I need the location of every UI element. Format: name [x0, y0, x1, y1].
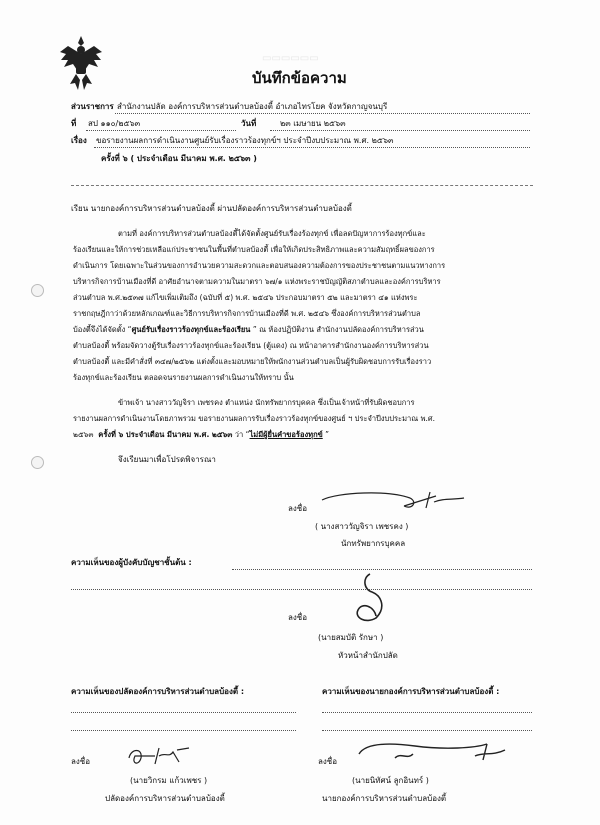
signer3-sign-label: ลงชื่อ — [71, 757, 91, 766]
para1-line5: ส่วนตำบล พ.ศ.๒๕๓๗ แก้ไขเพิ่มเติมถึง (ฉบับที่ ๕) พ.ศ. ๒๕๔๖ ประกอบมาตรา ๕๒ และมาตรา ๔๑ แห่งพระ — [73, 293, 418, 302]
signer1-signature — [318, 488, 468, 514]
punch-hole-bottom — [31, 456, 44, 469]
subject-line2: ครั้งที่ ๖ ( ประจำเดือน มีนาคม พ.ศ. ๒๕๖๓ ) — [101, 154, 257, 163]
subject-label: เรื่อง — [71, 136, 87, 145]
para1-line1: ตามที่ องค์การบริหารส่วนตำบลบ้องตี้ได้จัดตั้งศูนย์รับเรื่องร้องทุกข์ เพื่อลดปัญหาการร้องทุกข์และ — [118, 229, 426, 238]
signer3-name: (นายวิกรม แก้วเพชร ) — [130, 776, 208, 785]
dept-value: สำนักงานปลัด องค์การบริหารส่วนตำบลบ้องตี้ อำเภอไทรโยค จังหวัดกาญจนบุรี — [117, 102, 388, 111]
para1-line10: ร้องทุกข์และร้องเรียน ตลอดจนรายงานผลการดำเนินงานให้ทราบ นั้น — [73, 373, 294, 382]
closing-text: จึงเรียนมาเพื่อโปรดพิจารณา — [118, 455, 216, 464]
report-result: ไม่มีผู้ยื่นคำขอร้องทุกข์ — [249, 430, 323, 439]
date-label: วันที่ — [241, 119, 257, 128]
para2-line2: รายงานผลการดำเนินงานโดยภาพรวม ขอรายงานผลการรับเรื่องราวร้องทุกข์ของศูนย์ ฯ ประจำปีงบประมาณ พ.ศ. — [73, 414, 436, 423]
signer4-name: (นายนิทัศน์ ลูกอินทร์ ) — [352, 776, 429, 785]
para1-line9: ตำบลบ้องตี้ และมีคำสั่งที่ ๓๔๗/๒๕๖๒ แต่งตั้งและมอบหมายให้พนักงานส่วนตำบลเป็นผู้รับผิดชอบการรับเรื่องราว — [73, 357, 432, 366]
signer1-name: ( นางสาววัญจิรา เพชรคง ) — [315, 522, 409, 531]
opinion2-dotline-1 — [71, 712, 296, 713]
opinion1-dotline-2 — [71, 589, 532, 590]
watermark-stamp: ▭▭▭▭▭▭ — [262, 53, 319, 64]
para1-line3: ดำเนินการ โดยเฉพาะในส่วนของการอำนวยความสะดวกและตอบสนองความต้องการของประชาชนตามแนวทางการ — [73, 261, 446, 270]
signer4-sign-label: ลงชื่อ — [318, 757, 338, 766]
memo-title: บันทึกข้อความ — [252, 69, 347, 87]
complaint-center-name: ศูนย์รับเรื่องราวร้องทุกข์และร้องเรียน — [131, 325, 251, 334]
ref-dotline — [86, 130, 236, 131]
date-dotline — [270, 130, 530, 131]
signer4-position: นายกองค์การบริหารส่วนตำบลบ้องตี้ — [322, 794, 447, 803]
opinion2-dotline-2 — [71, 730, 296, 731]
signer4-signature — [355, 738, 510, 766]
signer3-signature — [125, 744, 195, 768]
para2-line1: ข้าพเจ้า นางสาววัญจิรา เพชรคง ตำแหน่ง นักทรัพยากรบุคคล ซึ่งเป็นเจ้าหน้าที่รับผิดชอบการ — [118, 398, 415, 407]
subject-dotline — [94, 147, 530, 148]
ref-value: สป ๑๑๐/๒๕๖๓ — [88, 119, 141, 128]
para1-line6: ราชกฤษฎีกาว่าด้วยหลักเกณฑ์และวิธีการบริหารกิจการบ้านเมืองที่ดี พ.ศ. ๒๕๔๖ ซึ่งองค์การบริหารส่วนตำบล — [73, 309, 421, 318]
report-period: ครั้งที่ ๖ ประจำเดือน มีนาคม พ.ศ. ๒๕๖๓ — [98, 430, 233, 439]
signer1-sign-label: ลงชื่อ — [288, 504, 308, 513]
opinion3-dotline-1 — [322, 712, 532, 713]
para1-line7-pre: บ้องตี้จึงได้จัดตั้ง “ — [73, 325, 132, 334]
date-value: ๒๓ เมษายน ๒๕๖๓ — [280, 119, 346, 128]
opinion3-label: ความเห็นของนายกองค์การบริหารส่วนตำบลบ้องตี้ : — [322, 687, 500, 696]
para2-line3-end: ” — [322, 430, 330, 439]
para1-line7 — [73, 324, 424, 335]
ref-label: ที่ — [71, 119, 77, 128]
para1-line7-post: ” ณ ห้องปฏิบัติงาน สำนักงานปลัดองค์การบริหารส่วน — [250, 325, 424, 334]
opinion2-label: ความเห็นของปลัดองค์การบริหารส่วนตำบลบ้องตี้ : — [71, 687, 245, 696]
header-divider — [71, 185, 533, 186]
opinion3-dotline-2 — [322, 730, 532, 731]
punch-hole-top — [31, 284, 44, 297]
subject-value: ขอรายงานผลการดำเนินงานศูนย์รับเรื่องราวร้องทุกข์ฯ ประจำปีงบประมาณ พ.ศ. ๒๕๖๓ — [96, 136, 394, 145]
signer2-sign-label: ลงชื่อ — [288, 613, 308, 622]
garuda-emblem-icon — [58, 34, 104, 92]
para2-line3-year: ๒๕๖๓ — [73, 430, 94, 439]
para1-line4: บริหารกิจการบ้านเมืองที่ดี อาศัยอำนาจตามความในมาตรา ๖๗/๑ แห่งพระราชบัญญัติสภาตำบลและองค์การบริหาร — [73, 277, 441, 286]
dept-label: ส่วนราชการ — [71, 102, 114, 111]
opinion1-label: ความเห็นของผู้บังคับบัญชาชั้นต้น : — [71, 558, 192, 567]
dept-dotline — [115, 113, 530, 114]
para2-line3 — [73, 429, 329, 440]
signer2-position: หัวหน้าสำนักปลัด — [338, 651, 398, 660]
signer1-position: นักทรัพยากรบุคคล — [341, 539, 406, 548]
para2-line3-mid: ว่า “ — [232, 430, 250, 439]
signer3-position: ปลัดองค์การบริหารส่วนตำบลบ้องตี้ — [105, 794, 225, 803]
signer2-name: (นายสมบัติ รักษา ) — [318, 633, 384, 642]
para1-line8: ตำบลบ้องตี้ พร้อมจัดวางตู้รับเรื่องราวร้องทุกข์และร้องเรียน (ตู้แดง) ณ หน้าอาคารสำนักงานองค์การบริหารส่วน — [73, 341, 429, 350]
salutation: เรียน นายกองค์การบริหารส่วนตำบลบ้องตี้ ผ่านปลัดองค์การบริหารส่วนตำบลบ้องตี้ — [71, 204, 352, 213]
signer2-signature — [340, 568, 400, 628]
para1-line2: ร้องเรียนและให้การช่วยเหลือแก่ประชาชนในพื้นที่ตำบลบ้องตี้ เพื่อให้เกิดประสิทธิภาพและความสัมฤทธิ์ผลของการ — [73, 245, 435, 254]
